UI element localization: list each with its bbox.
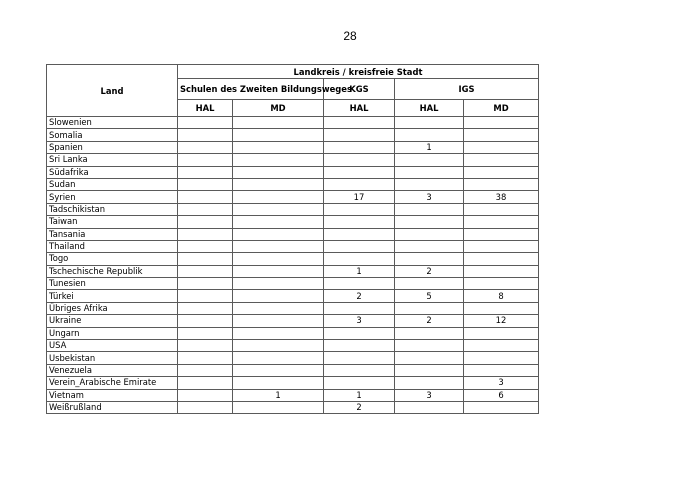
value-igs-md xyxy=(464,327,539,339)
value-zbw-md xyxy=(233,166,324,178)
table-row xyxy=(47,166,539,178)
value-igs-hal: 2 xyxy=(395,315,464,327)
value-kgs-hal xyxy=(324,178,395,190)
table-row xyxy=(47,154,539,166)
value-igs-md xyxy=(464,228,539,240)
value-igs-md xyxy=(464,253,539,265)
value-zbw-md xyxy=(233,352,324,364)
table-row xyxy=(47,178,539,190)
value-igs-md xyxy=(464,129,539,141)
value-zbw-md xyxy=(233,178,324,190)
table-row xyxy=(47,191,539,203)
value-kgs-hal xyxy=(324,141,395,153)
value-igs-md: 8 xyxy=(464,290,539,302)
value-igs-md: 12 xyxy=(464,315,539,327)
value-zbw-md xyxy=(233,129,324,141)
value-igs-hal xyxy=(395,178,464,190)
value-zbw-hal xyxy=(178,154,233,166)
value-igs-md xyxy=(464,302,539,314)
country-name: Usbekistan xyxy=(47,352,178,364)
value-igs-hal: 5 xyxy=(395,290,464,302)
sub-header-kgs-hal: HAL xyxy=(324,100,395,117)
value-igs-hal xyxy=(395,129,464,141)
value-zbw-md: 1 xyxy=(233,389,324,401)
value-igs-md xyxy=(464,154,539,166)
value-igs-md xyxy=(464,265,539,277)
value-zbw-hal xyxy=(178,253,233,265)
table-row xyxy=(47,216,539,228)
value-zbw-md xyxy=(233,191,324,203)
value-zbw-hal xyxy=(178,216,233,228)
value-zbw-hal xyxy=(178,302,233,314)
value-zbw-md xyxy=(233,216,324,228)
value-kgs-hal xyxy=(324,327,395,339)
value-igs-md xyxy=(464,240,539,252)
value-zbw-md xyxy=(233,315,324,327)
table-row xyxy=(47,352,539,364)
country-name: Slowenien xyxy=(47,117,178,129)
table-row xyxy=(47,340,539,352)
value-kgs-hal xyxy=(324,364,395,376)
land-header: Land xyxy=(47,65,178,117)
country-name: Tadschikistan xyxy=(47,203,178,215)
sub-header-igs-md: MD xyxy=(464,100,539,117)
value-igs-hal xyxy=(395,203,464,215)
value-kgs-hal xyxy=(324,302,395,314)
value-zbw-md xyxy=(233,203,324,215)
country-name: Sri Lanka xyxy=(47,154,178,166)
value-igs-md: 38 xyxy=(464,191,539,203)
country-name: Tunesien xyxy=(47,278,178,290)
value-zbw-hal xyxy=(178,240,233,252)
value-igs-hal xyxy=(395,117,464,129)
page-number: 28 xyxy=(343,29,357,43)
value-igs-hal xyxy=(395,401,464,413)
value-kgs-hal: 17 xyxy=(324,191,395,203)
country-name: USA xyxy=(47,340,178,352)
value-zbw-hal xyxy=(178,141,233,153)
value-igs-md xyxy=(464,364,539,376)
country-name: Taiwan xyxy=(47,216,178,228)
value-zbw-hal xyxy=(178,203,233,215)
country-name: Übriges Afrika xyxy=(47,302,178,314)
value-zbw-hal xyxy=(178,166,233,178)
value-zbw-hal xyxy=(178,117,233,129)
value-zbw-md xyxy=(233,141,324,153)
value-zbw-md xyxy=(233,228,324,240)
value-igs-hal xyxy=(395,364,464,376)
value-zbw-hal xyxy=(178,290,233,302)
country-name: Tansania xyxy=(47,228,178,240)
value-zbw-md xyxy=(233,302,324,314)
value-zbw-md xyxy=(233,278,324,290)
value-igs-md xyxy=(464,401,539,413)
value-kgs-hal xyxy=(324,117,395,129)
value-kgs-hal xyxy=(324,352,395,364)
value-kgs-hal xyxy=(324,203,395,215)
value-igs-hal xyxy=(395,377,464,389)
value-kgs-hal: 1 xyxy=(324,265,395,277)
table-row xyxy=(47,240,539,252)
value-kgs-hal xyxy=(324,253,395,265)
country-name: Syrien xyxy=(47,191,178,203)
country-name: Thailand xyxy=(47,240,178,252)
table-row xyxy=(47,203,539,215)
sub-header-zbw-md: MD xyxy=(233,100,324,117)
value-igs-hal: 2 xyxy=(395,265,464,277)
value-igs-md xyxy=(464,278,539,290)
value-igs-md xyxy=(464,203,539,215)
value-zbw-hal xyxy=(178,389,233,401)
value-igs-hal xyxy=(395,216,464,228)
table-row xyxy=(47,129,539,141)
value-kgs-hal xyxy=(324,377,395,389)
value-zbw-md xyxy=(233,364,324,376)
value-zbw-md xyxy=(233,340,324,352)
value-igs-hal xyxy=(395,228,464,240)
value-zbw-hal xyxy=(178,278,233,290)
table-row xyxy=(47,253,539,265)
value-zbw-hal xyxy=(178,364,233,376)
value-zbw-md xyxy=(233,265,324,277)
value-igs-hal xyxy=(395,154,464,166)
table-row xyxy=(47,315,539,327)
sub-header-igs-hal: HAL xyxy=(395,100,464,117)
value-igs-md: 6 xyxy=(464,389,539,401)
value-igs-hal: 1 xyxy=(395,141,464,153)
value-igs-md xyxy=(464,340,539,352)
table-row xyxy=(47,364,539,376)
value-zbw-hal xyxy=(178,401,233,413)
value-igs-md: 3 xyxy=(464,377,539,389)
value-zbw-hal xyxy=(178,340,233,352)
country-name: Venezuela xyxy=(47,364,178,376)
value-zbw-hal xyxy=(178,377,233,389)
country-name: Verein_Arabische Emirate xyxy=(47,377,178,389)
value-igs-md xyxy=(464,178,539,190)
value-zbw-hal xyxy=(178,352,233,364)
value-zbw-md xyxy=(233,401,324,413)
value-kgs-hal: 2 xyxy=(324,401,395,413)
value-kgs-hal xyxy=(324,216,395,228)
value-zbw-md xyxy=(233,253,324,265)
value-igs-md xyxy=(464,117,539,129)
table-row xyxy=(47,141,539,153)
value-zbw-hal xyxy=(178,191,233,203)
country-name: Tschechische Republik xyxy=(47,265,178,277)
value-kgs-hal xyxy=(324,340,395,352)
value-zbw-md xyxy=(233,117,324,129)
school-type-igs: IGS xyxy=(395,79,539,100)
table-row xyxy=(47,290,539,302)
value-kgs-hal: 1 xyxy=(324,389,395,401)
value-igs-hal xyxy=(395,352,464,364)
country-name: Türkei xyxy=(47,290,178,302)
table-row xyxy=(47,265,539,277)
country-name: Südafrika xyxy=(47,166,178,178)
value-zbw-md xyxy=(233,240,324,252)
value-igs-hal xyxy=(395,166,464,178)
value-zbw-hal xyxy=(178,178,233,190)
country-name: Somalia xyxy=(47,129,178,141)
country-name: Sudan xyxy=(47,178,178,190)
value-igs-md xyxy=(464,166,539,178)
value-zbw-hal xyxy=(178,315,233,327)
table-row xyxy=(47,278,539,290)
school-type-zweiter-bildungsweg: Schulen des Zweiten Bildungsweges xyxy=(178,79,324,100)
country-name: Weißrußland xyxy=(47,401,178,413)
value-igs-hal: 3 xyxy=(395,191,464,203)
table-row xyxy=(47,377,539,389)
value-kgs-hal: 2 xyxy=(324,290,395,302)
country-name: Togo xyxy=(47,253,178,265)
value-zbw-md xyxy=(233,290,324,302)
value-zbw-md xyxy=(233,377,324,389)
value-zbw-hal xyxy=(178,327,233,339)
sub-header-zbw-hal: HAL xyxy=(178,100,233,117)
group-header: Landkreis / kreisfreie Stadt xyxy=(178,65,539,79)
table-row xyxy=(47,389,539,401)
value-kgs-hal xyxy=(324,228,395,240)
value-zbw-md xyxy=(233,154,324,166)
table-row xyxy=(47,302,539,314)
value-zbw-md xyxy=(233,327,324,339)
table-row xyxy=(47,117,539,129)
value-igs-hal xyxy=(395,240,464,252)
country-name: Ungarn xyxy=(47,327,178,339)
value-igs-hal xyxy=(395,327,464,339)
value-igs-hal xyxy=(395,340,464,352)
value-igs-hal: 3 xyxy=(395,389,464,401)
table-row xyxy=(47,228,539,240)
value-zbw-hal xyxy=(178,228,233,240)
value-igs-md xyxy=(464,352,539,364)
value-igs-hal xyxy=(395,253,464,265)
table-row xyxy=(47,401,539,413)
country-name: Ukraine xyxy=(47,315,178,327)
value-igs-hal xyxy=(395,278,464,290)
value-igs-md xyxy=(464,141,539,153)
country-name: Spanien xyxy=(47,141,178,153)
table-row xyxy=(47,327,539,339)
value-kgs-hal xyxy=(324,278,395,290)
school-type-kgs: KGS xyxy=(324,79,395,100)
value-kgs-hal: 3 xyxy=(324,315,395,327)
value-kgs-hal xyxy=(324,129,395,141)
data-table xyxy=(46,64,539,414)
table-body xyxy=(47,117,539,414)
value-zbw-hal xyxy=(178,265,233,277)
country-name: Vietnam xyxy=(47,389,178,401)
value-kgs-hal xyxy=(324,240,395,252)
value-kgs-hal xyxy=(324,154,395,166)
value-kgs-hal xyxy=(324,166,395,178)
value-zbw-hal xyxy=(178,129,233,141)
value-igs-hal xyxy=(395,302,464,314)
value-igs-md xyxy=(464,216,539,228)
